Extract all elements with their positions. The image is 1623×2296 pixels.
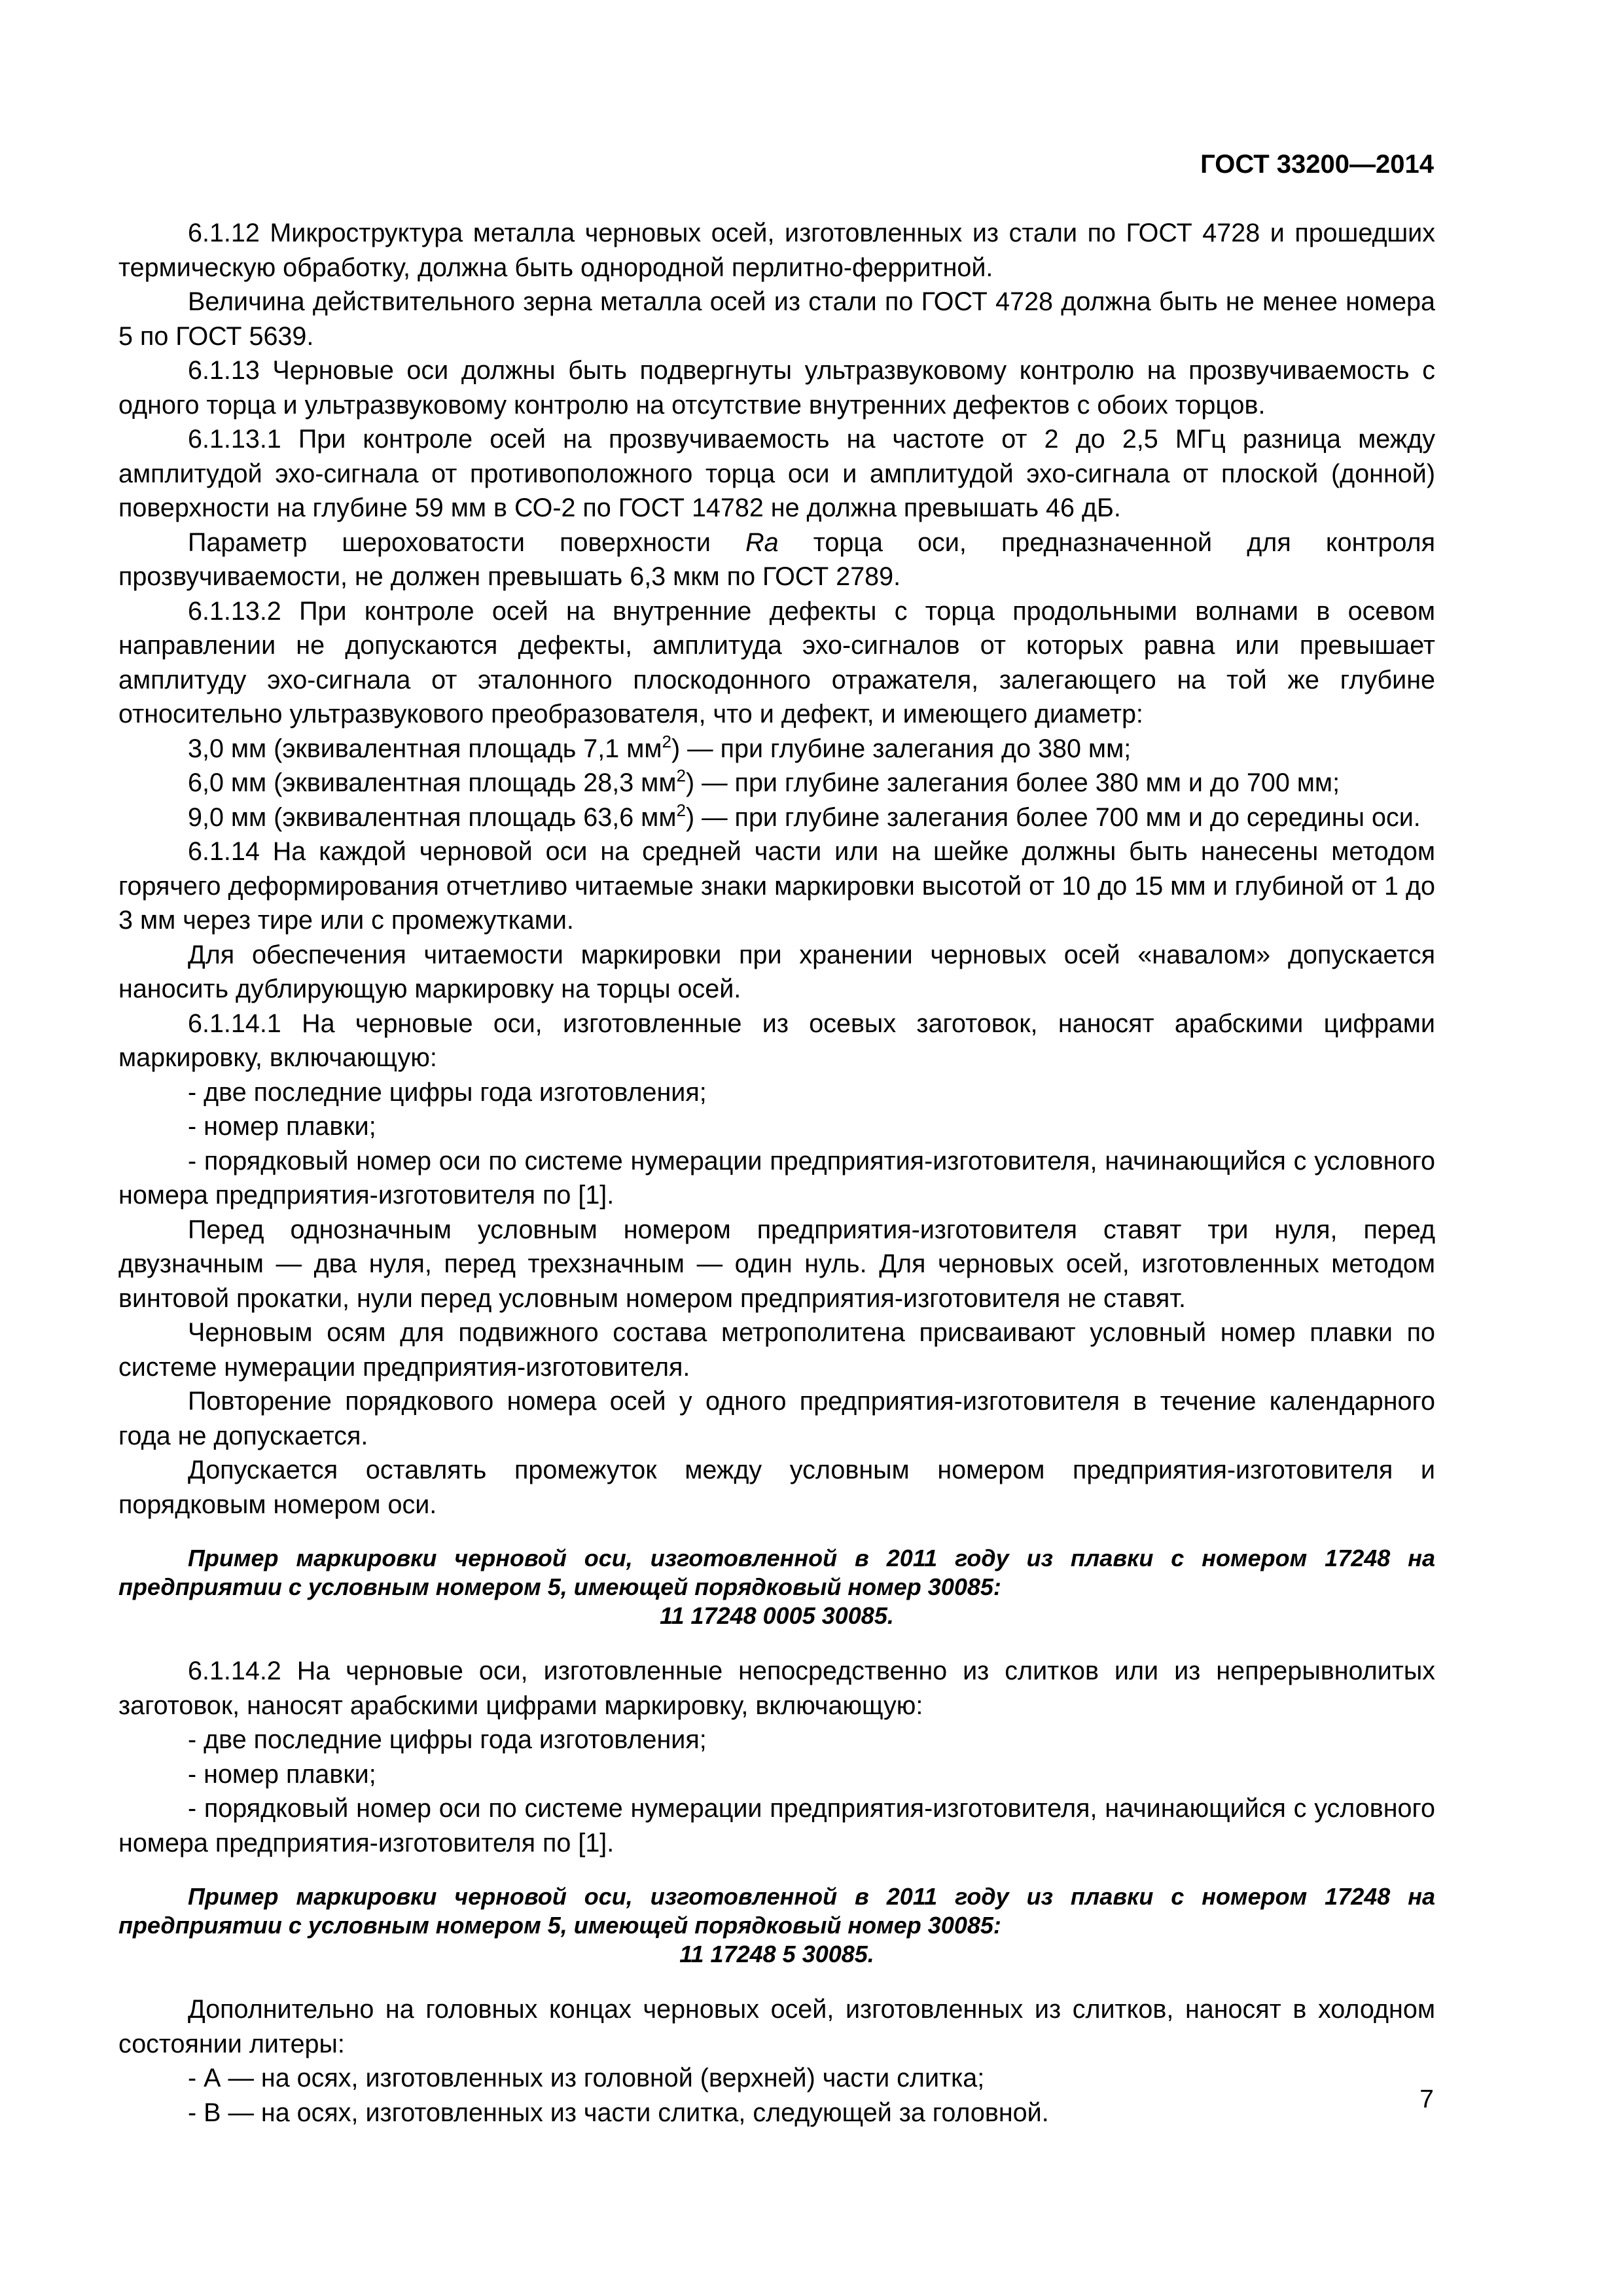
- roughness-text-start: Параметр шероховатости поверхности: [188, 528, 746, 557]
- marking-example-1: [118, 1544, 1435, 1630]
- paragraph-grain-size: Величина действительного зерна металла осей из стали по ГОСТ 4728 должна быть не менее номера 5 по ГОСТ 5639.: [118, 287, 1435, 351]
- diameter-item-3: [118, 800, 1435, 835]
- paragraph-roughness: [118, 526, 1435, 594]
- page-number: 7: [1419, 2085, 1434, 2113]
- clause-6-1-14-1: 6.1.14.1 На черновые оси, изготовленные из осевых заготовок, наносят арабскими цифрами маркировку, включающую:: [118, 1009, 1435, 1072]
- paragraph-duplicate-marking: Для обеспечения читаемости маркировки при хранении черновых осей «навалом» допускается наносить дублирующую маркировку на торцы осей.: [118, 940, 1435, 1003]
- example-2-text: Пример маркировки черновой оси, изготовленной в 2011 году из плавки с номером 17248 на предприятии с условным номером 5, имеющей порядковый номер 30085:: [118, 1883, 1435, 1939]
- clause-6-1-13: 6.1.13 Черновые оси должны быть подвергнуты ультразвуковому контролю на прозвучиваемость с одного торца и ультразвуковому контролю на отсутствие внутренних дефектов с обоих торцов.: [118, 356, 1435, 420]
- marking-example-2: [118, 1882, 1435, 1969]
- paragraph-letters: Дополнительно на головных концах черновых осей, изготовленных из слитков, наносят в холодном состоянии литеры:: [118, 1995, 1435, 2058]
- list-item: - В — на осях, изготовленных из части слитка, следующей за головной.: [188, 2098, 1049, 2127]
- diameter-item-3-text: 9,0 мм (эквивалентная площадь 63,6 мм: [188, 802, 677, 832]
- diameter-item-2: [118, 766, 1435, 800]
- list-item: - номер плавки;: [188, 1759, 376, 1789]
- paragraph-metro: Черновым осям для подвижного состава метрополитена присваивают условный номер плавки по системе нумерации предприятия-изготовителя.: [118, 1318, 1435, 1382]
- list-item: - две последние цифры года изготовления;: [188, 1077, 707, 1107]
- diameter-item-1: [118, 732, 1435, 766]
- list-item: - порядковый номер оси по системе нумерации предприятия-изготовителя, начинающийся с условного номера предприятия-изготовителя по [1].: [118, 1146, 1435, 1210]
- superscript-2: 2: [676, 766, 686, 785]
- list-item: - порядковый номер оси по системе нумерации предприятия-изготовителя, начинающийся с условного номера предприятия-изготовителя по [1].: [118, 1794, 1435, 1857]
- list-item: - две последние цифры года изготовления;: [188, 1725, 707, 1754]
- list-item: - номер плавки;: [188, 1112, 376, 1141]
- diameter-item-1-text: 3,0 мм (эквивалентная площадь 7,1 мм: [188, 734, 662, 763]
- clause-6-1-13-2: 6.1.13.2 При контроле осей на внутренние дефекты с торца продольными волнами в осевом направлении не допускаются дефекты, амплитуда эхо-сигналов от которых равна или превышает амплитуду эхо-сигнала от эталонного плоскодонного отражателя, залегающего на той же глубине относительно ультразвукового преобразователя, что и дефект, и имеющего диаметр:: [118, 596, 1435, 728]
- diameter-item-3-depth: ) — при глубине залегания более 700 мм и до середины оси.: [685, 802, 1421, 832]
- superscript-2: 2: [676, 800, 686, 820]
- example-1-code: 11 17248 0005 30085.: [660, 1602, 894, 1629]
- diameter-item-2-text: 6,0 мм (эквивалентная площадь 28,3 мм: [188, 768, 677, 797]
- diameter-item-2-depth: ) — при глубине залегания более 380 мм и до 700 мм;: [685, 768, 1340, 797]
- document-body: [118, 216, 1435, 2130]
- roughness-symbol: Ra: [745, 528, 779, 557]
- clause-6-1-14-2: 6.1.14.2 На черновые оси, изготовленные непосредственно из слитков или из непрерывнолитых заготовок, наносят арабскими цифрами маркировку, включающую:: [118, 1657, 1435, 1720]
- diameter-item-1-depth: ) — при глубине залегания до 380 мм;: [671, 734, 1132, 763]
- document-header: ГОСТ 33200—2014: [1200, 150, 1434, 179]
- example-2-code: 11 17248 5 30085.: [679, 1941, 874, 1967]
- paragraph-no-repeat: Повторение порядкового номера осей у одного предприятия-изготовителя в течение календарного года не допускается.: [118, 1387, 1435, 1450]
- superscript-2: 2: [662, 731, 671, 751]
- paragraph-leading-zeros: Перед однозначным условным номером предприятия-изготовителя ставят три нуля, перед двузначным — два нуля, перед трехзначным — один нуль. Для черновых осей, изготовленных методом винтовой прокатки, нули перед условным номером предприятия-изготовителя не ставят.: [118, 1215, 1435, 1313]
- roughness-text-end: торца оси, предназначенной для контроля прозвучиваемости, не должен превышать 6,3 мкм по ГОСТ 2789.: [118, 528, 1435, 591]
- list-item: - А — на осях, изготовленных из головной (верхней) части слитка;: [188, 2064, 985, 2092]
- clause-6-1-14: 6.1.14 На каждой черновой оси на средней части или на шейке должны быть нанесены методом горячего деформирования отчетливо читаемые знаки маркировки высотой от 10 до 15 мм и глубиной от 1 до 3 мм через тире или с промежутками.: [118, 837, 1435, 935]
- clause-6-1-12: 6.1.12 Микроструктура металла черновых осей, изготовленных из стали по ГОСТ 4728 и прошедших термическую обработку, должна быть однородной перлитно-ферритной.: [118, 219, 1435, 282]
- example-1-text: Пример маркировки черновой оси, изготовленной в 2011 году из плавки с номером 17248 на предприятии с условным номером 5, имеющей порядковый номер 30085:: [118, 1545, 1435, 1600]
- paragraph-gap-allowed: Допускается оставлять промежуток между условным номером предприятия-изготовителя и порядковым номером оси.: [118, 1456, 1435, 1519]
- clause-6-1-13-1: 6.1.13.1 При контроле осей на прозвучиваемость на частоте от 2 до 2,5 МГц разница между амплитудой эхо-сигнала от противоположного торца оси и амплитудой эхо-сигнала от плоской (донной) поверхности на глубине 59 мм в СО-2 по ГОСТ 14782 не должна превышать 46 дБ.: [118, 425, 1435, 522]
